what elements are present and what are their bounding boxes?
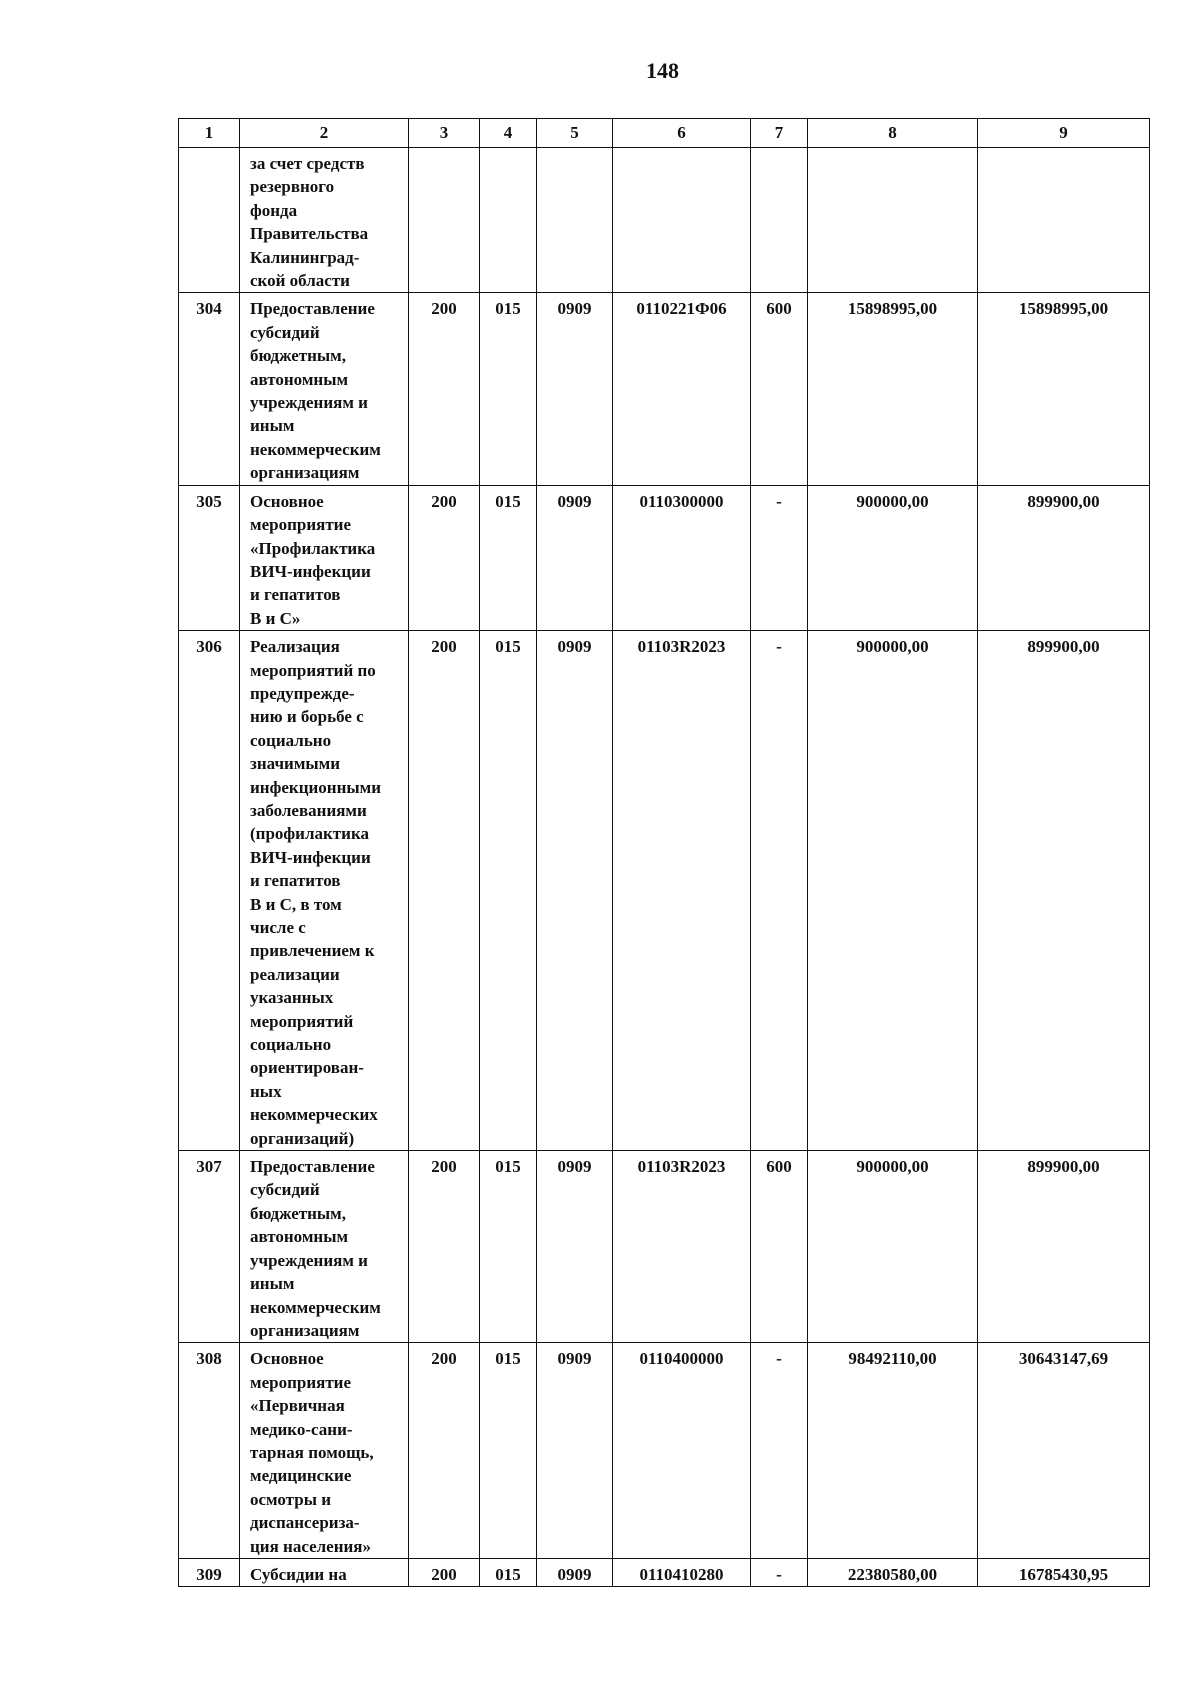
description-line: предупрежде- — [250, 683, 355, 703]
executed-amount-cell: 899900,00 — [978, 1151, 1150, 1343]
header-cell: 4 — [480, 119, 537, 148]
description-cell — [240, 631, 409, 1151]
planned-amount-cell: 98492110,00 — [808, 1343, 978, 1559]
description-line: тарная помощь, — [250, 1442, 374, 1462]
description-line: автономным — [250, 1227, 349, 1247]
row-number-cell: 309 — [179, 1558, 240, 1586]
table-row — [179, 485, 1150, 630]
description-line: за счет средств — [250, 154, 365, 173]
description-line: заболеваниями — [250, 800, 367, 820]
table-row — [179, 1558, 1150, 1586]
description-line: ция населения» — [250, 1536, 372, 1556]
section-code-cell: 0909 — [537, 631, 613, 1151]
description-line: социально — [250, 730, 332, 750]
description-cell — [240, 1151, 409, 1343]
description-line: В и С, в том — [250, 894, 342, 914]
description-line: фонда — [250, 200, 298, 220]
planned-amount-cell: 15898995,00 — [808, 293, 978, 485]
description-line: Предоставление — [250, 1157, 375, 1177]
row-number-cell: 305 — [179, 485, 240, 630]
ministry-code-cell — [480, 148, 537, 293]
planned-amount-cell: 22380580,00 — [808, 1558, 978, 1586]
description-line: Реализация — [250, 637, 340, 657]
description-cell — [240, 148, 409, 293]
description-line: некоммерческих — [250, 1105, 378, 1125]
admin-code-cell: 200 — [409, 1151, 480, 1343]
section-code-cell: 0909 — [537, 1343, 613, 1559]
description-line: Предоставление — [250, 299, 375, 319]
description-line: «Профилактика — [250, 538, 376, 558]
description-cell — [240, 485, 409, 630]
description-line: бюджетным, — [250, 346, 347, 366]
section-code-cell: 0909 — [537, 1558, 613, 1586]
ministry-code-cell: 015 — [480, 1151, 537, 1343]
description-line: и гепатитов — [250, 585, 341, 605]
description-line: нию и борьбе с — [250, 707, 364, 727]
admin-code-cell — [409, 148, 480, 293]
header-cell: 2 — [240, 119, 409, 148]
header-row — [179, 119, 1150, 148]
expense-type-cell: - — [751, 1343, 808, 1559]
expense-type-cell — [751, 148, 808, 293]
section-code-cell: 0909 — [537, 485, 613, 630]
description-line: Субсидии на — [250, 1564, 347, 1584]
executed-amount-cell — [978, 148, 1150, 293]
description-line: В и С» — [250, 608, 301, 628]
header-cell: 5 — [537, 119, 613, 148]
description-line: мероприятий — [250, 1011, 354, 1031]
header-cell: 7 — [751, 119, 808, 148]
description-line: осмотры и — [250, 1489, 332, 1509]
description-line: Калининград- — [250, 247, 360, 267]
description-cell — [240, 1558, 409, 1586]
table-row — [179, 631, 1150, 1151]
planned-amount-cell: 900000,00 — [808, 631, 978, 1151]
description-line: числе с — [250, 918, 306, 937]
page-number: 148 — [646, 58, 679, 83]
description-line: значимыми — [250, 754, 341, 774]
description-line: социально — [250, 1035, 332, 1055]
description-line: организациям — [250, 1320, 360, 1340]
budget-table — [178, 118, 1150, 1587]
description-cell — [240, 1343, 409, 1559]
target-article-cell: 0110410280 — [613, 1558, 751, 1586]
description-line: ориентирован- — [250, 1058, 364, 1078]
description-line: организаций) — [250, 1128, 355, 1148]
target-article-cell — [613, 148, 751, 293]
admin-code-cell: 200 — [409, 293, 480, 485]
planned-amount-cell: 900000,00 — [808, 485, 978, 630]
description-line: «Первичная — [250, 1396, 345, 1416]
description-line: учреждениям и — [250, 393, 368, 413]
description-line: мероприятие — [250, 1372, 352, 1392]
executed-amount-cell: 15898995,00 — [978, 293, 1150, 485]
description-line: ВИЧ-инфекции — [250, 561, 371, 581]
planned-amount-cell — [808, 148, 978, 293]
target-article-cell: 01103R2023 — [613, 631, 751, 1151]
description-line: мероприятие — [250, 515, 352, 535]
expense-type-cell: - — [751, 1558, 808, 1586]
description-line: иным — [250, 1274, 295, 1294]
description-line: медицинские — [250, 1466, 352, 1486]
admin-code-cell: 200 — [409, 1343, 480, 1559]
description-line: диспансериза- — [250, 1513, 360, 1533]
description-line: некоммерческим — [250, 1297, 381, 1317]
admin-code-cell: 200 — [409, 631, 480, 1151]
table-body — [179, 148, 1150, 1587]
planned-amount-cell: 900000,00 — [808, 1151, 978, 1343]
expense-type-cell: - — [751, 485, 808, 630]
description-line: резервного — [250, 177, 335, 197]
table-row — [179, 1151, 1150, 1343]
ministry-code-cell: 015 — [480, 1343, 537, 1559]
header-cell: 3 — [409, 119, 480, 148]
admin-code-cell: 200 — [409, 1558, 480, 1586]
row-number-cell: 307 — [179, 1151, 240, 1343]
description-line: мероприятий по — [250, 660, 376, 680]
description-line: автономным — [250, 369, 349, 389]
description-line: организациям — [250, 463, 360, 483]
table-row — [179, 1343, 1150, 1559]
executed-amount-cell: 899900,00 — [978, 631, 1150, 1151]
table-row — [179, 148, 1150, 293]
expense-type-cell: 600 — [751, 1151, 808, 1343]
description-line: субсидий — [250, 322, 320, 342]
description-line: реализации — [250, 964, 340, 984]
description-line: Основное — [250, 491, 324, 511]
description-line: указанных — [250, 988, 334, 1008]
ministry-code-cell: 015 — [480, 631, 537, 1151]
description-line: Основное — [250, 1349, 324, 1369]
header-cell: 6 — [613, 119, 751, 148]
target-article-cell: 0110221Ф06 — [613, 293, 751, 485]
table-row — [179, 293, 1150, 485]
description-line: и гепатитов — [250, 871, 341, 891]
row-number-cell: 308 — [179, 1343, 240, 1559]
description-line: (профилактика — [250, 824, 369, 844]
description-line: ВИЧ-инфекции — [250, 847, 371, 867]
target-article-cell: 0110300000 — [613, 485, 751, 630]
ministry-code-cell: 015 — [480, 293, 537, 485]
section-code-cell: 0909 — [537, 1151, 613, 1343]
description-line: привлечением к — [250, 941, 375, 961]
header-cell: 8 — [808, 119, 978, 148]
description-line: медико-сани- — [250, 1419, 353, 1439]
row-number-cell — [179, 148, 240, 293]
ministry-code-cell: 015 — [480, 485, 537, 630]
admin-code-cell: 200 — [409, 485, 480, 630]
row-number-cell: 306 — [179, 631, 240, 1151]
header-cell: 1 — [179, 119, 240, 148]
ministry-code-cell: 015 — [480, 1558, 537, 1586]
executed-amount-cell: 899900,00 — [978, 485, 1150, 630]
expense-type-cell: 600 — [751, 293, 808, 485]
description-line: ных — [250, 1081, 282, 1101]
description-line: некоммерческим — [250, 439, 381, 459]
target-article-cell: 0110400000 — [613, 1343, 751, 1559]
description-line: Правительства — [250, 224, 369, 244]
description-line: иным — [250, 416, 295, 436]
executed-amount-cell: 16785430,95 — [978, 1558, 1150, 1586]
description-line: учреждениям и — [250, 1250, 368, 1270]
row-number-cell: 304 — [179, 293, 240, 485]
description-line: субсидий — [250, 1180, 320, 1200]
description-line: инфекционными — [250, 777, 382, 797]
description-cell — [240, 293, 409, 485]
section-code-cell: 0909 — [537, 293, 613, 485]
description-line: бюджетным, — [250, 1203, 347, 1223]
expense-type-cell: - — [751, 631, 808, 1151]
target-article-cell: 01103R2023 — [613, 1151, 751, 1343]
description-line: ской области — [250, 271, 350, 291]
executed-amount-cell: 30643147,69 — [978, 1343, 1150, 1559]
section-code-cell — [537, 148, 613, 293]
header-cell: 9 — [978, 119, 1150, 148]
